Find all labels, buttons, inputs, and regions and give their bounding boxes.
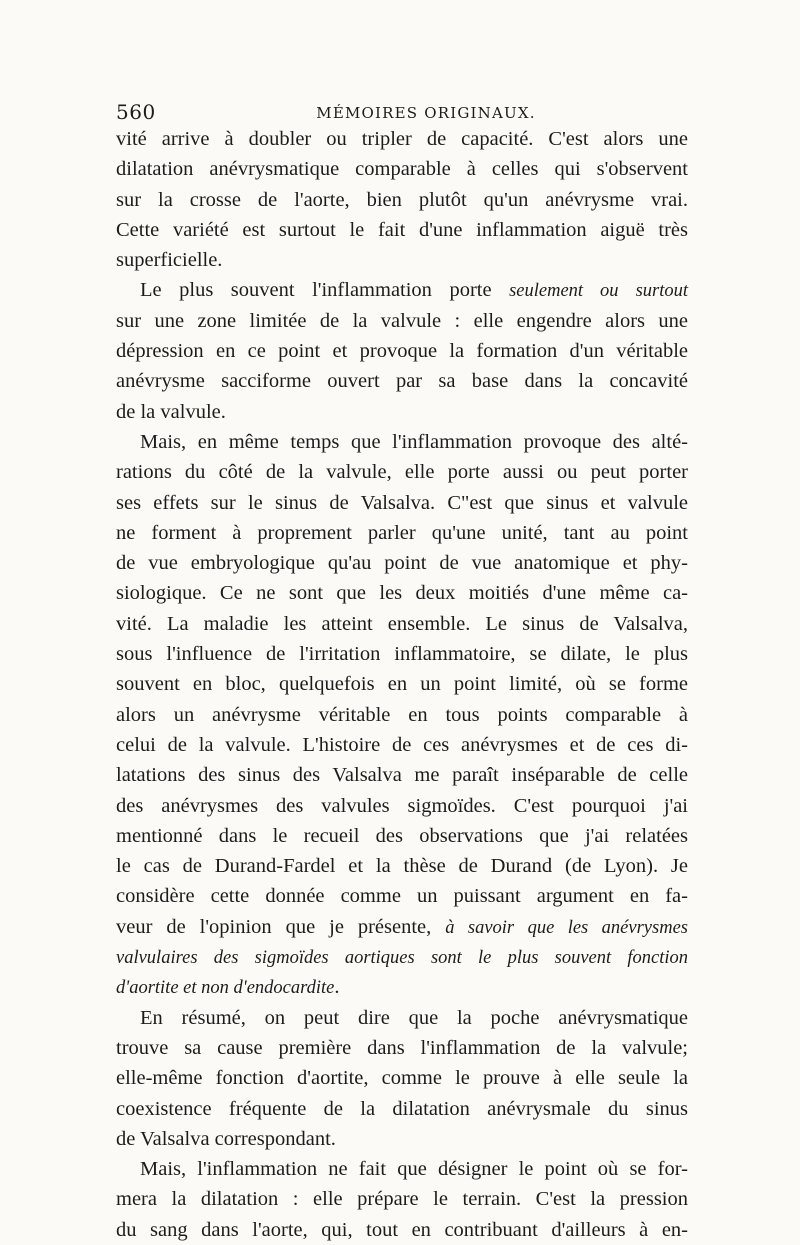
text-line [116, 760, 688, 790]
text-line [116, 457, 688, 487]
text-segment: le cas de Durand-Fardel et la thèse de Durand (de Lyon). Je [116, 855, 688, 878]
text-segment: mera la dilatation : elle prépare le terrain. C'est la pression [116, 1188, 688, 1211]
text-line [116, 1215, 688, 1245]
text-line [116, 1094, 688, 1124]
text-line [116, 306, 688, 336]
text-line [116, 730, 688, 760]
text-line [116, 548, 688, 578]
text-segment: vité. La maladie les atteint ensemble. Le sinus de Valsalva, [116, 612, 688, 635]
text-segment: siologique. Ce ne sont que les deux moitiés d'une même ca- [116, 582, 688, 605]
text-line [116, 1063, 688, 1093]
text-segment: sur une zone limitée de la valvule : elle engendre alors une [116, 309, 688, 332]
text-line [116, 488, 688, 518]
text-line [116, 669, 688, 699]
text-segment: dilatation anévrysmatique comparable à celles qui s'observent [116, 158, 688, 181]
text-line [116, 942, 688, 972]
text-segment: dépression en ce point et provoque la formation d'un véritable [116, 340, 688, 363]
text-line [116, 1033, 688, 1063]
text-segment: sous l'influence de l'irritation inflammatoire, se dilate, le plus [116, 643, 688, 666]
text-segment: Mais, en même temps que l'inflammation provoque des alté- [140, 430, 688, 453]
text-segment: souvent en bloc, quelquefois en un point limité, où se forme [116, 673, 688, 696]
italic-text: d'aortite et non d'endocardite [116, 978, 335, 999]
italic-text: seulement ou surtout [509, 281, 688, 302]
text-line [116, 336, 688, 366]
text-segment: anévrysme sacciforme ouvert par sa base dans la concavité [116, 370, 688, 393]
text-line [116, 1124, 688, 1154]
text-segment: veur de l'opinion que je présente, [116, 915, 446, 938]
text-segment: trouve sa cause première dans l'inflammation de la valvule; [116, 1036, 688, 1059]
text-segment: de vue embryologique qu'au point de vue anatomique et phy- [116, 552, 688, 575]
text-segment: . [334, 976, 340, 999]
text-segment: alors un anévrysme véritable en tous points comparable à [116, 703, 688, 726]
text-line [116, 518, 688, 548]
text-line [116, 1003, 688, 1033]
text-segment: Cette variété est surtout le fait d'une inflammation aiguë très [116, 218, 688, 241]
text-segment: coexistence fréquente de la dilatation anévrysmale du sinus [116, 1097, 688, 1120]
running-head: MÉMOIRES ORIGINAUX. [316, 104, 536, 122]
text-segment: Le plus souvent l'inflammation porte [140, 279, 510, 302]
italic-text: valvulaires des sigmoïdes aortiques sont le plus souvent fonction [116, 948, 688, 969]
text-segment: rations du côté de la valvule, elle porte aussi ou peut porter [116, 461, 688, 484]
text-line [116, 972, 688, 1002]
text-segment: ne forment à proprement parler qu'une unité, tant au point [116, 521, 688, 544]
text-line [116, 912, 688, 942]
text-line [116, 578, 688, 608]
text-segment: latations des sinus des Valsalva me paraît inséparable de celle [116, 764, 688, 787]
page-header [116, 100, 686, 126]
text-line [116, 881, 688, 911]
page-number: 560 [116, 100, 156, 124]
italic-text: à savoir que les anévrysmes [445, 917, 688, 938]
text-line [116, 215, 688, 245]
text-segment: Mais, l'inflammation ne fait que désigner le point où se for- [140, 1158, 688, 1181]
text-segment: En résumé, on peut dire que la poche anévrysmatique [140, 1006, 688, 1029]
text-line [116, 1154, 688, 1184]
text-line [116, 154, 688, 184]
text-line [116, 1184, 688, 1214]
text-segment: vité arrive à doubler ou tripler de capacité. C'est alors une [116, 128, 688, 150]
text-line [116, 791, 688, 821]
text-segment: du sang dans l'aorte, qui, tout en contribuant d'ailleurs à en- [116, 1218, 688, 1241]
body-text [116, 124, 688, 1245]
text-line [116, 609, 688, 639]
text-line [116, 185, 688, 215]
text-segment: de Valsalva correspondant. [116, 1127, 336, 1150]
text-line [116, 821, 688, 851]
text-line [116, 275, 688, 305]
text-line [116, 427, 688, 457]
text-line [116, 397, 688, 427]
text-segment: celui de la valvule. L'histoire de ces anévrysmes et de ces di- [116, 733, 688, 756]
text-line [116, 851, 688, 881]
text-segment: superficielle. [116, 249, 223, 272]
text-segment: ses effets sur le sinus de Valsalva. C"est que sinus et valvule [116, 491, 688, 514]
text-line [116, 124, 688, 154]
text-segment: mentionné dans le recueil des observations que j'ai relatées [116, 824, 688, 847]
text-segment: sur la crosse de l'aorte, bien plutôt qu'un anévrysme vrai. [116, 188, 688, 211]
text-segment: de la valvule. [116, 400, 226, 423]
text-line [116, 639, 688, 669]
text-segment: des anévrysmes des valvules sigmoïdes. C'est pourquoi j'ai [116, 794, 688, 817]
text-line [116, 366, 688, 396]
text-line [116, 700, 688, 730]
text-segment: elle-même fonction d'aortite, comme le prouve à elle seule la [116, 1067, 688, 1090]
text-segment: considère cette donnée comme un puissant argument en fa- [116, 885, 688, 908]
text-line [116, 245, 688, 275]
